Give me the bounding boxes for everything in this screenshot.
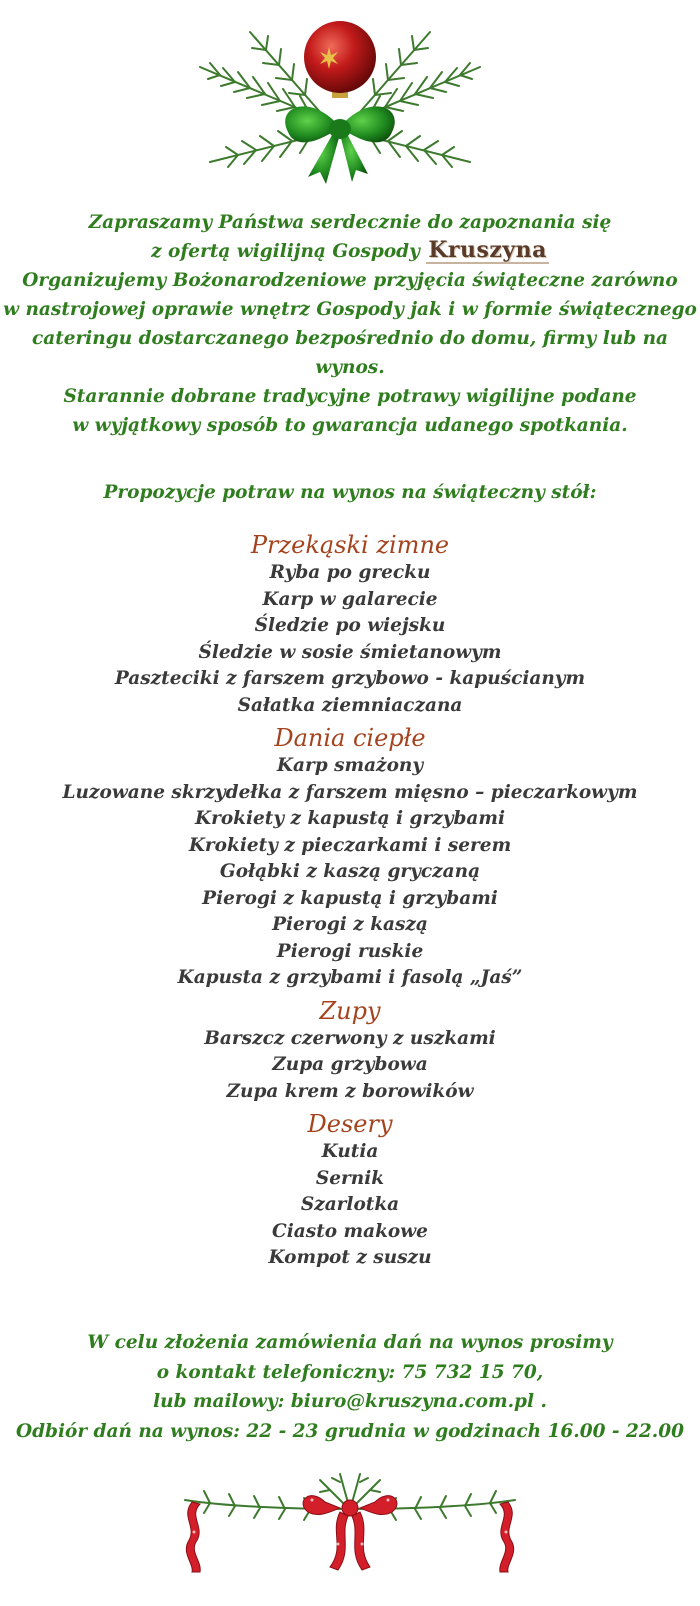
intro-text xyxy=(0,208,700,440)
kruszyna-logo: Kruszyna xyxy=(428,237,547,263)
menu-item: Paszteciki z farszem grzybowo - kapuścianym xyxy=(114,668,586,689)
menu-item: Zupa krem z borowików xyxy=(226,1080,474,1102)
contact-email: lub mailowy: biuro@kruszyna.com.pl . xyxy=(153,1391,547,1412)
section-title: Przekąski zimne xyxy=(250,531,450,559)
pickup-info: Odbiór dań na wynos: 22 - 23 grudnia w godzinach 16.00 - 22.00 xyxy=(16,1420,684,1442)
menu-item: Krokiety z pieczarkami i serem xyxy=(188,834,512,856)
section-title: Desery xyxy=(307,1110,393,1138)
intro-line: cateringu dostarczanego bezpośrednio do domu, firmy lub na wynos. xyxy=(31,328,669,378)
menu-item: Kompot z suszu xyxy=(268,1247,432,1268)
menu-item: Kutia xyxy=(321,1141,379,1162)
menu-item: Śledzie w sosie śmietanowym xyxy=(198,641,502,663)
menu-item: Śledzie po wiejsku xyxy=(254,615,446,636)
contact-line: W celu złożenia zamówienia dań na wynos prosimy xyxy=(87,1332,613,1353)
intro-line: Zapraszamy Państwa serdecznie do zapoznania się xyxy=(88,212,612,233)
menu-section-soups xyxy=(0,996,700,1106)
menu-item: Ryba po grecku xyxy=(269,562,431,583)
intro-line: Organizujemy Bożonarodzeniowe przyjęcia świąteczne zarówno xyxy=(22,270,678,291)
intro-line: w nastrojowej oprawie wnętrz Gospody jak i w formie świątecznego xyxy=(3,299,697,320)
menu-item: Ciasto makowe xyxy=(272,1220,428,1242)
menu-item: Pierogi z kapustą i grzybami xyxy=(202,887,498,909)
menu xyxy=(0,530,700,1272)
christmas-bauble-ornament-icon xyxy=(180,12,500,202)
menu-item: Szarlotka xyxy=(300,1194,400,1215)
pine-garland-icon xyxy=(180,1472,520,1582)
menu-item: Pierogi z kaszą xyxy=(272,914,428,935)
menu-item: Gołąbki z kaszą gryczaną xyxy=(219,861,481,882)
intro-line-prefix: z ofertą wigilijną Gospody xyxy=(151,241,420,262)
menu-section-hot xyxy=(0,723,700,992)
menu-item: Luzowane skrzydełka z farszem mięsno – pieczarkowym xyxy=(62,781,638,803)
section-title: Zupy xyxy=(319,996,381,1025)
intro-line: w wyjątkowy sposób to gwarancja udanego spotkania. xyxy=(72,415,628,436)
intro-line xyxy=(0,237,700,266)
contact-info xyxy=(0,1328,700,1446)
contact-phone: o kontakt telefoniczny: 75 732 15 70, xyxy=(156,1361,544,1383)
intro-line: Starannie dobrane tradycyjne potrawy wigilijne podane xyxy=(63,386,637,407)
menu-item: Barszcz czerwony z uszkami xyxy=(204,1027,496,1049)
section-title: Dania ciepłe xyxy=(274,724,426,752)
menu-item: Sałatka ziemniaczana xyxy=(237,694,463,716)
menu-item: Krokiety z kapustą i grzybami xyxy=(195,808,505,829)
menu-item: Pierogi ruskie xyxy=(276,940,424,962)
menu-section-desserts xyxy=(0,1109,700,1272)
menu-item: Kapusta z grzybami i fasolą „Jaś” xyxy=(177,967,523,988)
menu-item: Karp smażony xyxy=(276,755,424,776)
menu-section-cold xyxy=(0,530,700,719)
menu-item: Karp w galarecie xyxy=(262,588,438,610)
proposal-heading: Propozycje potraw na wynos na świąteczny stół: xyxy=(103,482,597,503)
menu-item: Zupa grzybowa xyxy=(272,1054,428,1075)
menu-item: Sernik xyxy=(315,1167,385,1189)
